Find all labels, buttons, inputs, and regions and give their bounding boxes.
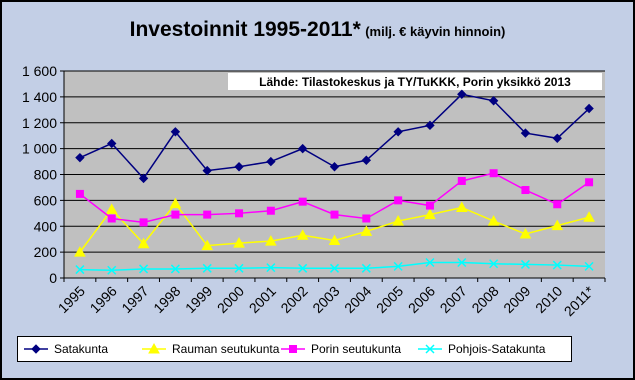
- x-tick-label: 1999: [181, 282, 216, 317]
- x-tick-label: 2004: [341, 282, 375, 317]
- y-tick-label: 1 600: [21, 63, 57, 79]
- y-tick-label: 1 400: [21, 88, 57, 105]
- data-point: [426, 202, 434, 210]
- y-tick-label: 0: [49, 270, 57, 286]
- x-tick-label: 1996: [86, 282, 120, 317]
- data-point: [458, 177, 466, 185]
- y-tick-label: 1 200: [21, 114, 57, 131]
- y-tick-label: 800: [33, 166, 57, 183]
- legend-label: Porin seutukunta: [311, 342, 402, 356]
- chart-subtitle: (milj. € käyvin hinnoin): [365, 24, 506, 39]
- x-tick-label: 2009: [500, 282, 534, 317]
- data-point: [76, 190, 84, 198]
- x-tick-label: 2010: [532, 282, 566, 317]
- data-point: [490, 169, 498, 177]
- y-tick-label: 200: [33, 244, 57, 261]
- x-tick-label: 2003: [309, 282, 343, 317]
- data-point: [299, 198, 307, 206]
- x-tick-label: 1997: [118, 282, 152, 317]
- legend-label: Rauman seutukunta: [172, 342, 280, 356]
- legend-label: Satakunta: [54, 342, 109, 356]
- line-chart: [2, 2, 633, 378]
- data-point: [235, 209, 243, 217]
- legend-svg: [18, 337, 571, 361]
- data-point: [362, 214, 370, 222]
- y-tick-label: 400: [33, 218, 57, 235]
- x-tick-label: 2000: [213, 282, 248, 317]
- source-note-text: Lähde: Tilastokeskus ja TY/TuKKK, Porin yksikkö 2013: [259, 75, 571, 89]
- x-tick-label: 2002: [277, 282, 311, 317]
- data-point: [521, 186, 529, 194]
- legend-marker: [289, 345, 297, 353]
- x-tick-label: 2007: [436, 282, 470, 317]
- x-tick-label: 2011*: [560, 282, 598, 320]
- legend-label: Pohjois-Satakunta: [448, 342, 546, 356]
- legend-marker: [32, 345, 40, 353]
- x-tick-label: 2006: [404, 282, 439, 317]
- data-point: [108, 214, 116, 222]
- x-tick-label: 1995: [54, 282, 89, 317]
- y-tick-label: 600: [33, 192, 57, 209]
- data-point: [203, 211, 211, 219]
- data-point: [267, 207, 275, 215]
- data-point: [553, 200, 561, 208]
- chart-title-main: Investoinnit 1995-2011*: [129, 18, 361, 41]
- data-point: [585, 178, 593, 186]
- data-point: [140, 218, 148, 226]
- y-tick-label: 1 000: [21, 140, 57, 157]
- data-point: [171, 211, 179, 219]
- x-tick-label: 2005: [372, 282, 407, 317]
- x-tick-label: 2008: [468, 282, 502, 317]
- source-note: [228, 73, 602, 90]
- x-tick-label: 1998: [150, 282, 184, 317]
- data-point: [331, 211, 339, 219]
- x-tick-label: 2001: [245, 282, 279, 317]
- chart-legend: [17, 336, 572, 362]
- data-point: [394, 196, 402, 204]
